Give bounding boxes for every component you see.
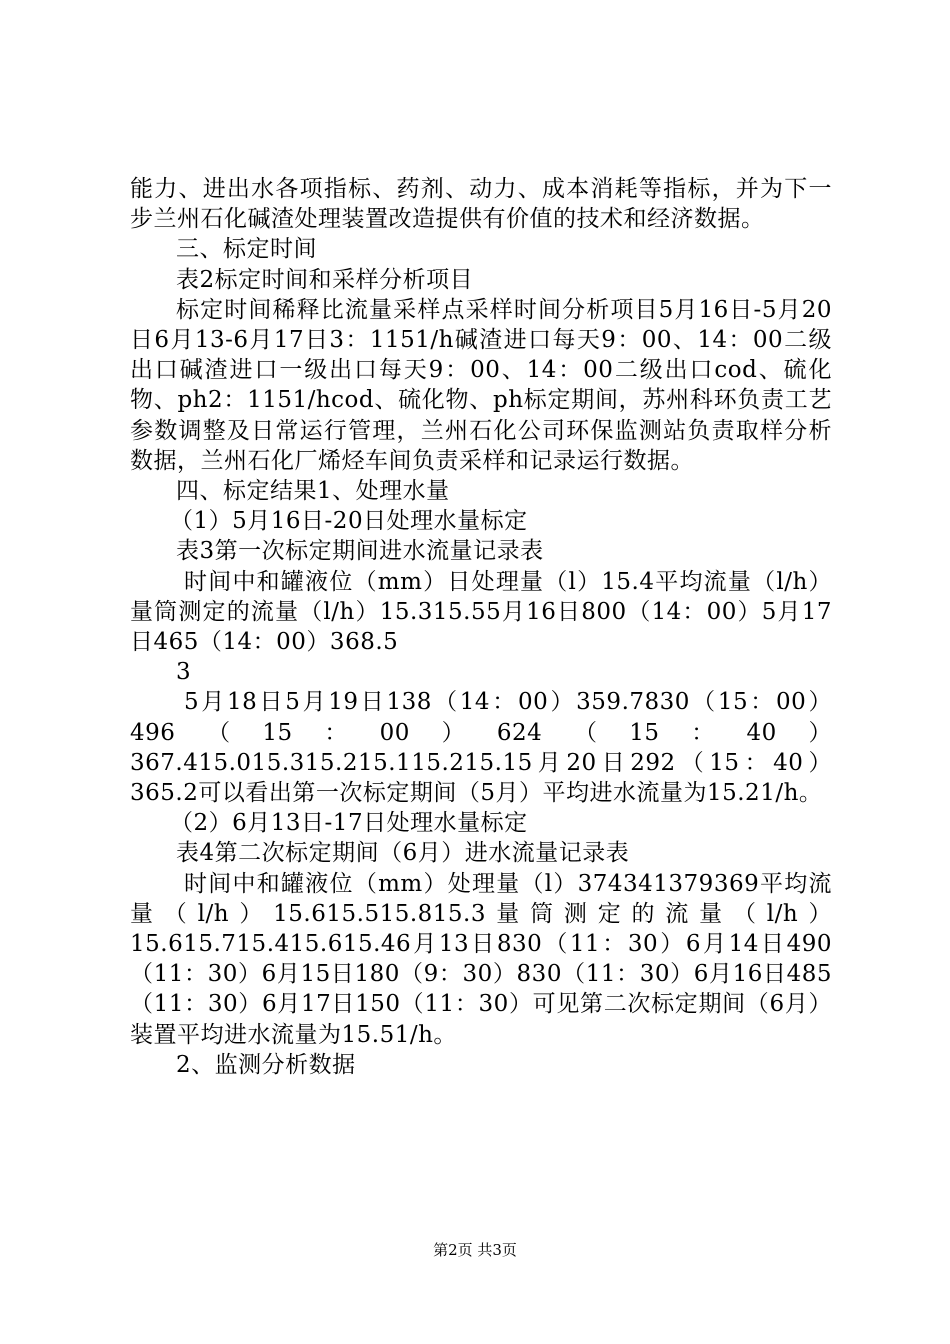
paragraph-table4-data: 时间中和罐液位（mm）处理量（l）374341379369平均流量（l/h）15.615.515.815.3量筒测定的流量（l/h）15.615.715.415.615.46月13日830（11：30）6月14日490（11：30）6月15日180（9：30）830（11：30）6月16日485（11：30）6月17日150（11：30）可见第二次标定期间（6月）装置平均进水流量为15.51/h。 — [130, 870, 832, 1048]
subheading-first-calibration: （1）5月16日-20日处理水量标定 — [170, 508, 528, 535]
paragraph-intro-continuation: 能力、进出水各项指标、药剂、动力、成本消耗等指标，并为下一步兰州石化碱渣处理装置改造提供有价值的技术和经济数据。 — [130, 176, 832, 233]
subheading-second-calibration: （2）6月13日-17日处理水量标定 — [170, 810, 528, 837]
table-caption-4: 表4第二次标定期间（6月）进水流量记录表 — [176, 840, 630, 867]
section-heading-results: 四、标定结果1、处理水量 — [176, 478, 450, 505]
table-caption-3: 表3第一次标定期间进水流量记录表 — [176, 538, 544, 565]
paragraph-table3-data: 时间中和罐液位（mm）日处理量（l）15.4平均流量（l/h）量筒测定的流量（l/h）15.315.55月16日800（14：00）5月17日465（14：00）368.5 — [130, 568, 832, 656]
document-body — [130, 174, 832, 1080]
paragraph-fragment-3: 3 — [176, 659, 192, 686]
paragraph-calibration-schedule: 标定时间稀释比流量采样点采样时间分析项目5月16日-5月20日6月13-6月17日3：1151/h碱渣进口每天9：00、14：00二级出口碱渣进口一级出口每天9：00、14：00二级出口cod、硫化物、ph2：1151/hcod、硫化物、ph标定期间，苏州科环负责工艺参数调整及日常运行管理，兰州石化公司环保监测站负责取样分析数据，兰州石化厂烯烃车间负责采样和记录运行数据。 — [130, 296, 832, 474]
section-heading-calibration-time: 三、标定时间 — [176, 236, 317, 263]
page-footer: 第2页 共3页 — [433, 1241, 517, 1259]
paragraph-table3-continued: 5月18日5月19日138（14：00）359.7830（15：00）496（15：00）624（15：40）367.415.015.315.215.115.215.15月20日292（15：40）365.2可以看出第一次标定期间（5月）平均进水流量为15.21/h。 — [130, 689, 832, 807]
table-caption-2: 表2标定时间和采样分析项目 — [176, 266, 474, 293]
section-heading-monitoring-data: 2、监测分析数据 — [176, 1051, 356, 1078]
